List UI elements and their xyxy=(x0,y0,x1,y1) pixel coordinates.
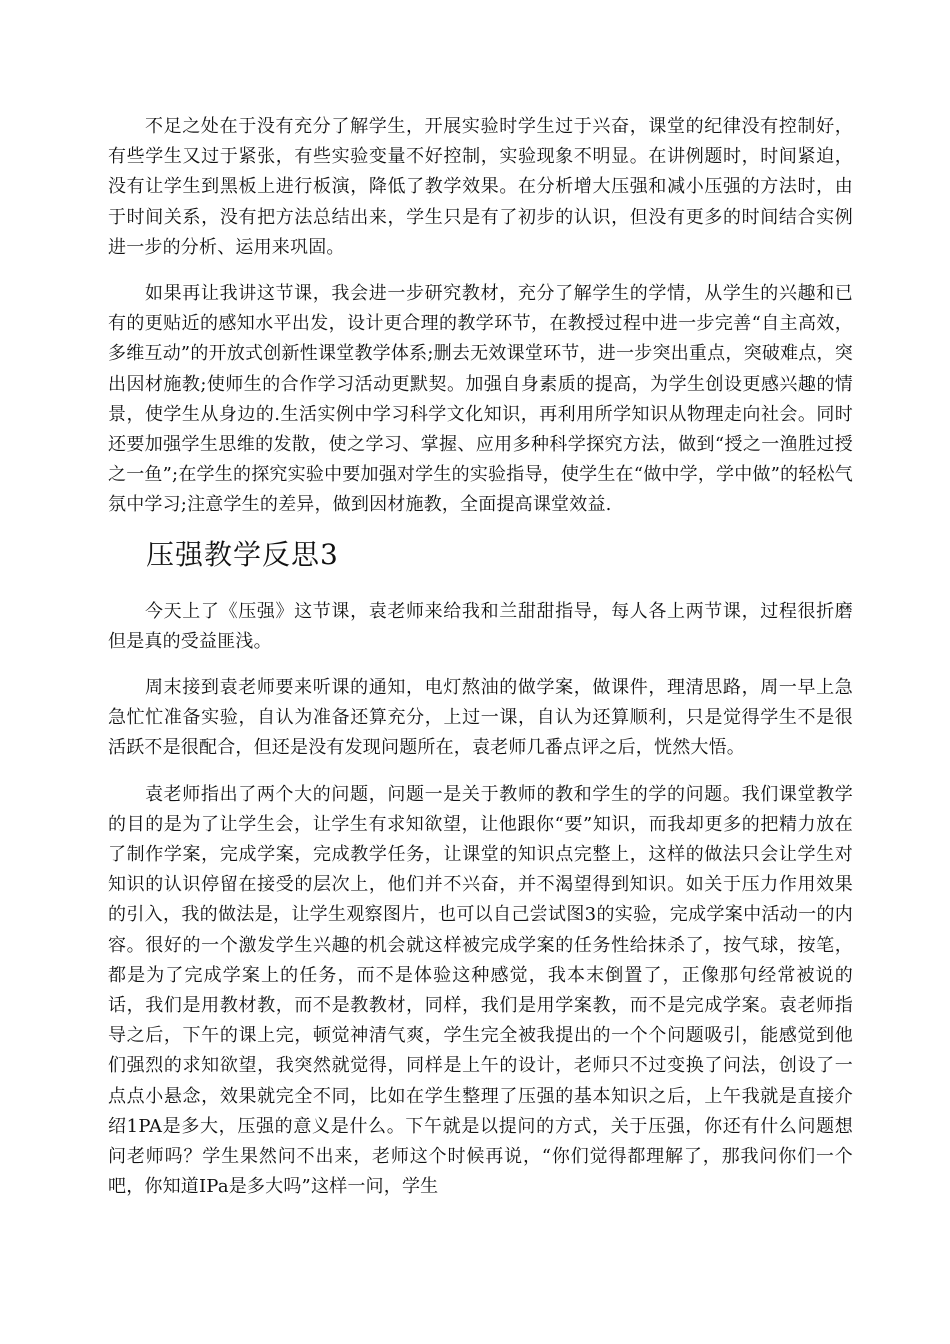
paragraph-feedback: 袁老师指出了两个大的问题，问题一是关于教师的教和学生的学的问题。我们课堂教学的目的是为了让学生会，让学生有求知欲望，让他跟你“要”知识，而我却更多的把精力放在了制作学案，完成学案，完成教学任务，让课堂的知识点完整上，这样的做法只会让学生对知识的认识停留在接受的层次上，他们并不兴奋，并不渴望得到知识。如关于压力作用效果的引入，我的做法是，让学生观察图片，也可以自己尝试图3的实验，完成学案中活动一的内容。很好的一个激发学生兴趣的机会就这样被完成学案的任务性给抹杀了，按气球，按笔，都是为了完成学案上的任务，而不是体验这种感觉，我本末倒置了，正像那句经常被说的话，我们是用教材教，而不是教教材，同样，我们是用学案教，而不是完成学案。袁老师指导之后，下午的课上完，顿觉神清气爽，学生完全被我提出的一个个问题吸引，能感觉到他们强烈的求知欲望，我突然就觉得，同样是上午的设计，老师只不过变换了问法，创设了一点点小悬念，效果就完全不同，比如在学生整理了压强的基本知识之后，上午我就是直接介绍1PA是多大，压强的意义是什么。下午就是以提问的方式，关于压强，你还有什么问题想问老师吗？学生果然问不出来，老师这个时候再说，“你们觉得都理解了，那我问你们一个吧，你知道IPa是多大吗”这样一问，学生 xyxy=(108,783,853,1198)
document-body xyxy=(108,112,853,1219)
paragraph-preparation: 周末接到袁老师要来听课的通知，电灯熬油的做学案，做课件，理清思路，周一早上急急忙忙准备实验，自认为准备还算充分，上过一课，自认为还算顺利，只是觉得学生不是很活跃不是很配合，但还是没有发现问题所在，袁老师几番点评之后，恍然大悟。 xyxy=(108,677,853,759)
paragraph-improvements: 如果再让我讲这节课，我会进一步研究教材，充分了解学生的学情，从学生的兴趣和已有的更贴近的感知水平出发，设计更合理的教学环节，在教授过程中进一步完善“自主高效，多维互动”的开放式创新性课堂教学体系;删去无效课堂环节，进一步突出重点，突破难点，突出因材施教;使师生的合作学习活动更默契。加强自身素质的提高，为学生创设更感兴趣的情景，使学生从身边的.生活实例中学习科学文化知识，再利用所学知识从物理走向社会。同时还要加强学生思维的发散，使之学习、掌握、应用多种科学探究方法，做到“授之一渔胜过授之一鱼”;在学生的探究实验中要加强对学生的实验指导，使学生在“做中学，学中做”的轻松气氛中学习;注意学生的差异，做到因材施教，全面提高课堂效益. xyxy=(108,283,853,516)
paragraph-intro: 今天上了《压强》这节课，袁老师来给我和兰甜甜指导，每人各上两节课，过程很折磨但是真的受益匪浅。 xyxy=(108,600,853,652)
paragraph-shortcomings: 不足之处在于没有充分了解学生，开展实验时学生过于兴奋，课堂的纪律没有控制好，有些学生又过于紧张，有些实验变量不好控制，实验现象不明显。在讲例题时，时间紧迫，没有让学生到黑板上进行板演，降低了教学效果。在分析增大压强和减小压强的方法时，由于时间关系，没有把方法总结出来，学生只是有了初步的认识，但没有更多的时间结合实例进一步的分析、运用来巩固。 xyxy=(108,116,853,258)
section-heading: 压强教学反思3 xyxy=(146,537,339,571)
